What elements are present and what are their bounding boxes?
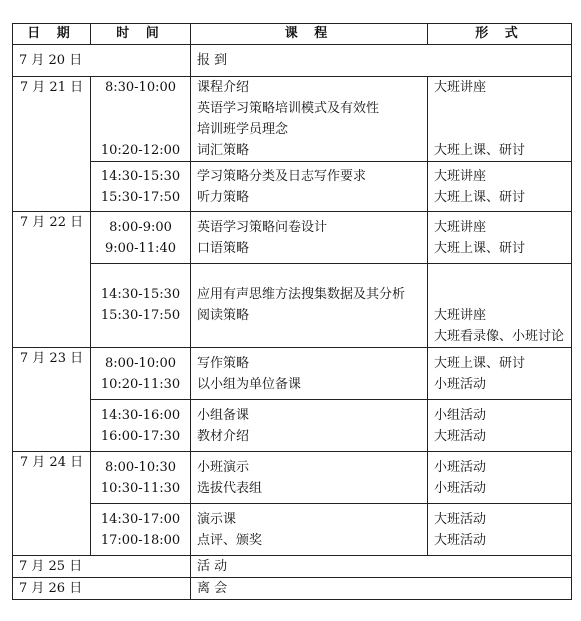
date-cell: 7 月 25 日 [13,556,191,578]
time-text: 10:30-11:30 [100,480,181,496]
table-row [13,45,572,77]
course-cell: 离 会 [191,578,572,600]
time-text: 15:30-17:50 [100,308,181,323]
table-row [13,348,572,400]
format-cell [428,504,572,556]
time-text: 14:30-15:30 [100,168,181,184]
time-cell [91,452,191,504]
date-cell: 7 月 23 日 [13,348,91,452]
course-text: 教材介绍 [197,428,250,444]
course-cell: 报 到 [191,45,572,77]
time-cell [91,77,191,162]
time-cell [91,504,191,556]
format-text: 大班看录像、小班讨论 [434,329,565,344]
format-text: 大班讲座 [434,308,487,323]
time-text: 10:20-12:00 [100,143,181,158]
format-text: 大班讲座 [434,168,487,184]
course-cell [191,452,428,504]
course-cell [191,77,428,162]
format-text [434,98,565,119]
format-text: 大班讲座 [434,219,487,235]
format-text: 大班上课、研讨 [434,189,526,205]
format-cell [428,77,572,162]
format-text: 大班上课、研讨 [434,355,526,371]
course-text: 阅读策略 [197,308,250,323]
header-row [13,24,572,45]
date-cell: 7 月 20 日 [13,45,191,77]
format-cell [428,400,572,452]
header-course: 课 程 [191,24,428,45]
format-text: 小班活动 [434,459,487,475]
time-text: 8:00-10:30 [104,459,177,475]
date-cell: 7 月 22 日 [13,212,91,348]
table-row [13,578,572,600]
format-cell [428,162,572,212]
table-row [13,556,572,578]
time-text: 8:00-9:00 [109,219,172,235]
course-text: 英语学习策略问卷设计 [197,219,328,235]
time-text [97,119,184,140]
course-text: 小班演示 [197,459,250,475]
date-cell: 7 月 26 日 [13,578,191,600]
course-text: 口语策略 [197,240,250,256]
course-cell [191,504,428,556]
time-cell [91,162,191,212]
table-row [13,264,572,348]
course-text: 小组备课 [197,407,250,423]
course-cell: 活 动 [191,556,572,578]
course-cell [191,264,428,348]
format-cell [428,212,572,264]
table-row [13,400,572,452]
format-text: 大班活动 [434,428,487,444]
format-text [434,119,565,140]
time-text: 8:30-10:00 [104,80,177,95]
time-text: 10:20-11:30 [100,376,181,392]
table-row [13,504,572,556]
course-text: 课程介绍 [197,80,250,95]
course-cell [191,212,428,264]
header-format: 形 式 [428,24,572,45]
time-cell [91,400,191,452]
course-text: 听力策略 [197,189,250,205]
format-cell [428,348,572,400]
format-cell [428,452,572,504]
format-text: 大班讲座 [434,80,487,95]
date-cell: 7 月 21 日 [13,77,91,212]
time-text: 16:00-17:30 [100,428,181,444]
time-text: 14:30-17:00 [100,511,181,527]
time-text: 14:30-15:30 [100,287,181,302]
format-text: 小班活动 [434,376,487,392]
format-text: 大班上课、研讨 [434,240,526,256]
format-text: 大班活动 [434,532,487,548]
course-cell [191,162,428,212]
format-text: 小班活动 [434,480,487,496]
schedule-table [12,23,572,600]
table-row [13,162,572,212]
course-text: 演示课 [197,511,237,527]
table-row [13,212,572,264]
course-text: 点评、颁奖 [197,532,263,548]
course-text: 词汇策略 [197,143,250,158]
format-text: 小组活动 [434,407,487,423]
time-cell [91,212,191,264]
table-row [13,452,572,504]
time-text: 8:00-10:00 [104,355,177,371]
course-text: 学习策略分类及日志写作要求 [197,168,367,184]
format-text: 大班活动 [434,511,487,527]
course-text: 写作策略 [197,355,250,371]
header-time: 时 间 [91,24,191,45]
time-text: 9:00-11:40 [104,240,177,256]
time-cell [91,348,191,400]
time-text [97,98,184,119]
course-cell [191,400,428,452]
format-cell [428,264,572,348]
course-text: 英语学习策略培训模式及有效性 [197,101,380,116]
time-text: 14:30-16:00 [100,407,181,423]
header-date: 日 期 [13,24,91,45]
course-text: 选拔代表组 [197,480,263,496]
course-text: 以小组为单位备课 [197,376,302,392]
date-cell: 7 月 24 日 [13,452,91,556]
course-text: 培训班学员理念 [197,122,289,137]
format-text: 大班上课、研讨 [434,143,526,158]
course-cell [191,348,428,400]
table-row [13,77,572,162]
time-cell [91,264,191,348]
time-text: 15:30-17:50 [100,189,181,205]
course-text: 应用有声思维方法搜集数据及其分析 [197,287,406,302]
time-text: 17:00-18:00 [100,532,181,548]
